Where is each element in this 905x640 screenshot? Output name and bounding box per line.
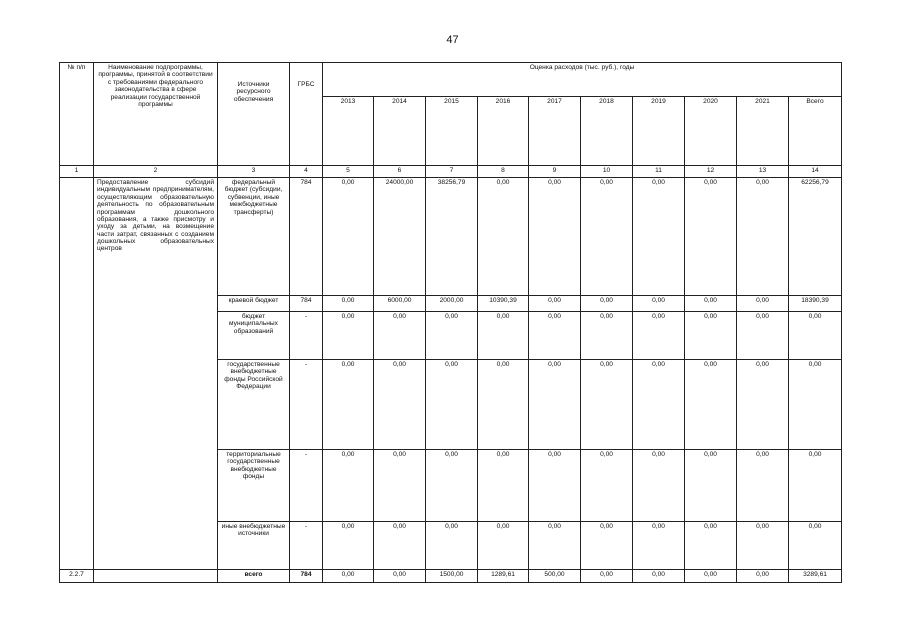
- amount-cell: 0,00: [581, 450, 633, 522]
- amount-cell: 0,00: [323, 312, 374, 360]
- total-amount-cell: 1500,00: [426, 570, 478, 583]
- total-name: [94, 570, 218, 583]
- funding-source: территориальные государственные внебюджетные фонды: [218, 450, 290, 522]
- year-header: 2015: [426, 97, 478, 166]
- column-number: 9: [529, 166, 581, 178]
- amount-cell: 0,00: [478, 522, 529, 570]
- budget-table: [59, 62, 842, 583]
- year-header: Всего: [789, 97, 842, 166]
- program-description: Предоставление субсидий индивидуальным предпринимателям, осуществляющим образовательную деятельность по образовательным программам дошкольного образования, а также присмотру и уходу за детьми, на возмещение части затрат, связанных с созданием дошкольных образовательных центров: [94, 178, 218, 570]
- header-grbs: ГРБС: [290, 63, 323, 166]
- amount-cell: 6000,00: [374, 296, 426, 312]
- amount-cell: 0,00: [633, 296, 685, 312]
- total-amount-cell: 0,00: [581, 570, 633, 583]
- amount-cell: 0,00: [323, 450, 374, 522]
- amount-cell: 0,00: [581, 296, 633, 312]
- amount-cell: 38256,79: [426, 178, 478, 296]
- column-number: 7: [426, 166, 478, 178]
- amount-cell: 0,00: [633, 450, 685, 522]
- grbs-code: 784: [290, 178, 323, 296]
- amount-cell: 0,00: [737, 178, 789, 296]
- amount-cell: 0,00: [374, 360, 426, 450]
- funding-source: федеральный бюджет (субсидии, субвенции, иные межбюджетные трансферты): [218, 178, 290, 296]
- amount-cell: 0,00: [633, 312, 685, 360]
- amount-cell: 0,00: [789, 450, 842, 522]
- amount-cell: 0,00: [737, 296, 789, 312]
- amount-cell: 0,00: [426, 522, 478, 570]
- year-header: 2013: [323, 97, 374, 166]
- column-number: 2: [94, 166, 218, 178]
- amount-cell: 0,00: [374, 450, 426, 522]
- total-amount-cell: 0,00: [737, 570, 789, 583]
- grbs-code: -: [290, 450, 323, 522]
- amount-cell: 0,00: [323, 296, 374, 312]
- amount-cell: 0,00: [529, 312, 581, 360]
- column-number: 11: [633, 166, 685, 178]
- amount-cell: 0,00: [478, 360, 529, 450]
- amount-cell: 0,00: [737, 522, 789, 570]
- amount-cell: 0,00: [789, 522, 842, 570]
- total-num: 2.2.7: [60, 570, 94, 583]
- column-number: 10: [581, 166, 633, 178]
- amount-cell: 0,00: [633, 360, 685, 450]
- amount-cell: 0,00: [737, 450, 789, 522]
- funding-source: иные внебюджетные источники: [218, 522, 290, 570]
- amount-cell: 0,00: [789, 360, 842, 450]
- amount-cell: 0,00: [478, 312, 529, 360]
- program-num-cell: [60, 178, 94, 570]
- column-number: 13: [737, 166, 789, 178]
- amount-cell: 0,00: [426, 450, 478, 522]
- amount-cell: 0,00: [633, 178, 685, 296]
- grbs-code: -: [290, 522, 323, 570]
- amount-cell: 0,00: [685, 178, 737, 296]
- total-amount-cell: 1289,61: [478, 570, 529, 583]
- column-number: 8: [478, 166, 529, 178]
- amount-cell: 0,00: [478, 450, 529, 522]
- year-header: 2018: [581, 97, 633, 166]
- amount-cell: 0,00: [737, 360, 789, 450]
- amount-cell: 62256,79: [789, 178, 842, 296]
- amount-cell: 0,00: [478, 178, 529, 296]
- grbs-code: 784: [290, 296, 323, 312]
- column-number: 12: [685, 166, 737, 178]
- amount-cell: 0,00: [685, 312, 737, 360]
- amount-cell: 0,00: [737, 312, 789, 360]
- header-name: Наименование подпрограммы, программы, принятой в соответствии с требованиями федерального законодательства в сфере реализации государственной программы: [94, 63, 218, 166]
- year-header: 2019: [633, 97, 685, 166]
- amount-cell: 24000,00: [374, 178, 426, 296]
- amount-cell: 0,00: [374, 522, 426, 570]
- amount-cell: 0,00: [581, 178, 633, 296]
- total-amount-cell: 0,00: [374, 570, 426, 583]
- funding-source: бюджет муниципальных образований: [218, 312, 290, 360]
- amount-cell: 0,00: [374, 312, 426, 360]
- column-number: 4: [290, 166, 323, 178]
- grbs-code: -: [290, 360, 323, 450]
- year-header: 2014: [374, 97, 426, 166]
- amount-cell: 0,00: [426, 360, 478, 450]
- header-num: № п/п: [60, 63, 94, 166]
- amount-cell: 0,00: [529, 178, 581, 296]
- year-header: 2021: [737, 97, 789, 166]
- amount-cell: 0,00: [529, 450, 581, 522]
- funding-source: краевой бюджет: [218, 296, 290, 312]
- total-amount-cell: 500,00: [529, 570, 581, 583]
- page-number: 47: [446, 34, 459, 46]
- amount-cell: 0,00: [323, 360, 374, 450]
- header-sources: Источники ресурсного обеспечения: [218, 63, 290, 166]
- header-group: Оценка расходов (тыс. руб.), годы: [323, 63, 842, 97]
- amount-cell: 18390,39: [789, 296, 842, 312]
- year-header: 2020: [685, 97, 737, 166]
- amount-cell: 0,00: [529, 296, 581, 312]
- column-number: 14: [789, 166, 842, 178]
- amount-cell: 0,00: [581, 360, 633, 450]
- amount-cell: 0,00: [789, 312, 842, 360]
- amount-cell: 0,00: [633, 522, 685, 570]
- total-amount-cell: 3289,61: [789, 570, 842, 583]
- year-header: 2016: [478, 97, 529, 166]
- total-source: всего: [218, 570, 290, 583]
- year-header: 2017: [529, 97, 581, 166]
- total-amount-cell: 0,00: [633, 570, 685, 583]
- amount-cell: 0,00: [323, 522, 374, 570]
- amount-cell: 2000,00: [426, 296, 478, 312]
- amount-cell: 10390,39: [478, 296, 529, 312]
- total-amount-cell: 0,00: [323, 570, 374, 583]
- amount-cell: 0,00: [685, 450, 737, 522]
- amount-cell: 0,00: [581, 522, 633, 570]
- column-number: 5: [323, 166, 374, 178]
- amount-cell: 0,00: [685, 360, 737, 450]
- total-amount-cell: 0,00: [685, 570, 737, 583]
- total-grbs: 784: [290, 570, 323, 583]
- amount-cell: 0,00: [529, 360, 581, 450]
- funding-source: государственные внебюджетные фонды Российской Федерации: [218, 360, 290, 450]
- amount-cell: 0,00: [581, 312, 633, 360]
- amount-cell: 0,00: [323, 178, 374, 296]
- column-number: 3: [218, 166, 290, 178]
- amount-cell: 0,00: [529, 522, 581, 570]
- amount-cell: 0,00: [685, 296, 737, 312]
- column-number: 1: [60, 166, 94, 178]
- grbs-code: -: [290, 312, 323, 360]
- amount-cell: 0,00: [685, 522, 737, 570]
- amount-cell: 0,00: [426, 312, 478, 360]
- column-number: 6: [374, 166, 426, 178]
